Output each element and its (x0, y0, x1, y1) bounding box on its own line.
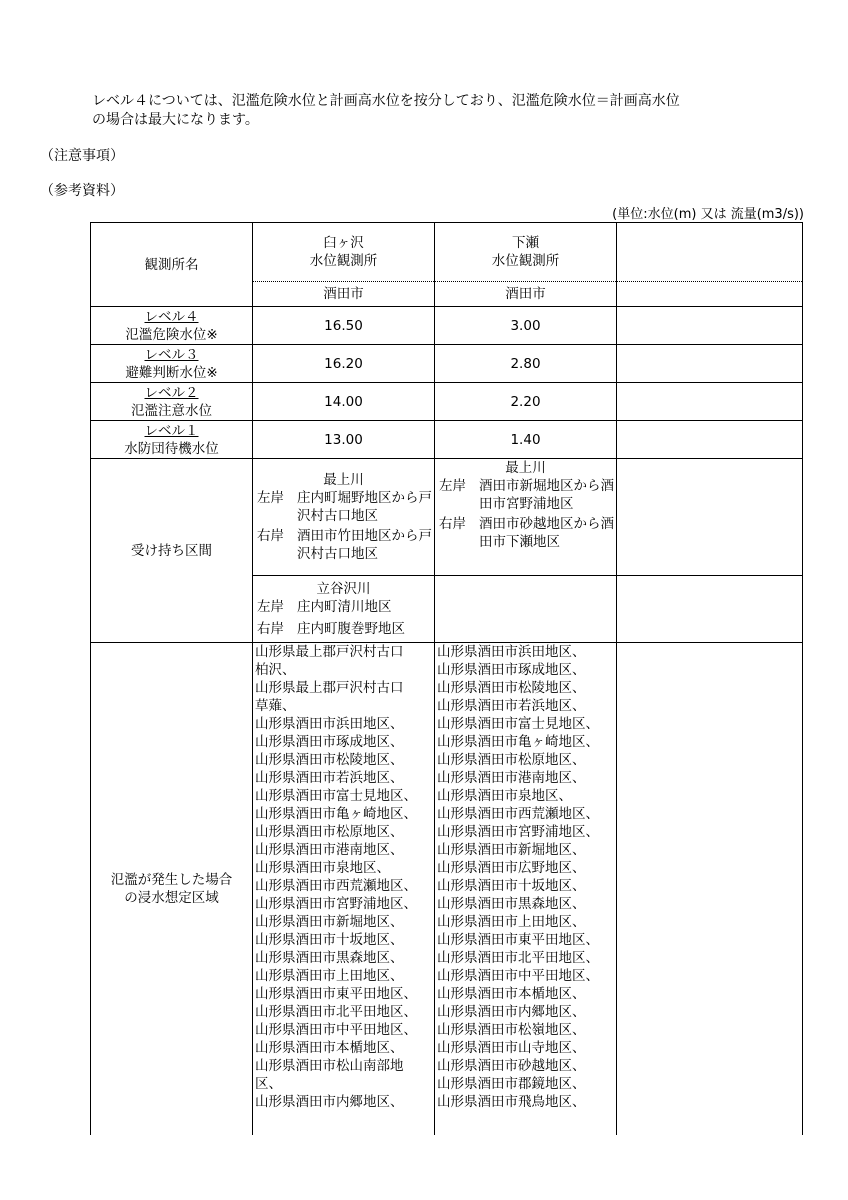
flood-area-item: 山形県最上郡戸沢村古口 (255, 644, 404, 660)
flood-area-item: 山形県最上郡戸沢村古口 (255, 680, 404, 696)
flood-area-item: 山形県酒田市砂越地区、 (437, 1058, 586, 1074)
flood-area-item: 山形県酒田市新堀地区、 (255, 914, 404, 930)
flood-area-item: 山形県酒田市松原地区、 (437, 752, 586, 768)
flood-area-item: 山形県酒田市松嶺地区、 (437, 1022, 586, 1038)
bank-side: 左岸 (439, 478, 466, 494)
level-value: 13.00 (253, 421, 435, 459)
flood-area-item: 山形県酒田市中平田地区、 (437, 968, 599, 984)
flood-area-item: 山形県酒田市若浜地区、 (255, 770, 404, 786)
flood-area-item: 山形県酒田市松原地区、 (255, 824, 404, 840)
flood-area-item: 山形県酒田市東平田地区、 (255, 986, 417, 1002)
level-row (91, 307, 803, 345)
level-title: レベル４ (144, 308, 199, 325)
bank-left (253, 598, 434, 616)
flood-area-item: 区、 (255, 1076, 282, 1092)
flood-area-item: 山形県酒田市上田地区、 (437, 914, 586, 930)
flood-area-item: 山形県酒田市本楯地区、 (437, 986, 586, 1002)
level-row (91, 383, 803, 421)
station-name: 下瀬 (512, 235, 539, 251)
flood-area-item: 山形県酒田市広野地区、 (437, 860, 586, 876)
flood-label-cell (91, 643, 253, 1136)
flood-area-list-1 (253, 643, 435, 1136)
station-type: 水位観測所 (491, 253, 560, 269)
flood-area-item: 山形県酒田市山寺地区、 (437, 1040, 586, 1056)
flood-area-item: 山形県酒田市北平田地区、 (437, 950, 599, 966)
flood-area-item: 山形県酒田市松陵地区、 (437, 680, 586, 696)
level-name: 氾濫危険水位※ (125, 326, 218, 343)
level-value: 16.20 (253, 345, 435, 383)
level-label-cell (91, 307, 253, 345)
flood-area-item: 山形県酒田市港南地区、 (437, 770, 586, 786)
flood-area-item: 山形県酒田市黒森地区、 (255, 950, 404, 966)
flood-area-item: 山形県酒田市十坂地区、 (255, 932, 404, 948)
station-city: 酒田市 (253, 281, 434, 306)
level-title: レベル１ (144, 422, 199, 439)
flood-area-item: 山形県酒田市新堀地区、 (437, 842, 586, 858)
river-name: 最上川 (505, 460, 546, 476)
bank-left (435, 477, 616, 513)
level-label-cell (91, 345, 253, 383)
section-row-1 (91, 459, 803, 576)
flood-area-item: 山形県酒田市松陵地区、 (255, 752, 404, 768)
empty-cell (617, 383, 803, 421)
flood-area-item: 山形県酒田市内郷地区、 (255, 1094, 404, 1110)
bank-desc: 酒田市砂越地区から酒田市下瀬地区 (479, 516, 614, 550)
flood-area-item: 山形県酒田市富士見地区、 (255, 788, 417, 804)
empty-cell (617, 307, 803, 345)
flood-area-item: 山形県酒田市上田地区、 (255, 968, 404, 984)
flood-area-item: 山形県酒田市宮野浦地区、 (255, 896, 417, 912)
station-city: 酒田市 (435, 281, 616, 306)
bank-desc: 酒田市竹田地区から戸沢村古口地区 (297, 528, 432, 562)
flood-area-item: 山形県酒田市亀ヶ崎地区、 (437, 734, 599, 750)
level-title: レベル３ (144, 346, 199, 363)
empty-cell (435, 576, 617, 643)
flood-area-item: 山形県酒田市琢成地区、 (255, 734, 404, 750)
level-row (91, 345, 803, 383)
station-name: 臼ヶ沢 (323, 235, 364, 251)
header-label: 観測所名 (144, 256, 199, 273)
flood-area-item: 山形県酒田市浜田地区、 (255, 716, 404, 732)
flood-area-item: 山形県酒田市北平田地区、 (255, 1004, 417, 1020)
flood-area-item: 山形県酒田市黒森地区、 (437, 896, 586, 912)
section-label: 受け持ち区間 (131, 542, 212, 559)
section-cell (253, 459, 435, 576)
unit-label: (単位:水位(m) 又は 流量(m3/s)) (612, 207, 804, 222)
bank-desc: 酒田市新堀地区から酒田市宮野浦地区 (479, 478, 614, 512)
flood-area-item: 山形県酒田市浜田地区、 (437, 644, 586, 660)
level-row (91, 421, 803, 459)
flood-area-item: 山形県酒田市港南地区、 (255, 842, 404, 858)
flood-label-line: 氾濫が発生した場合 (110, 872, 233, 888)
flood-area-item: 山形県酒田市富士見地区、 (437, 716, 599, 732)
bank-side: 右岸 (439, 516, 466, 532)
bank-left (253, 489, 434, 525)
level-value: 2.80 (435, 345, 617, 383)
river-name: 最上川 (323, 472, 364, 488)
level-value: 3.00 (435, 307, 617, 345)
header-label-cell (91, 223, 253, 307)
empty-cell (617, 459, 803, 576)
flood-area-item: 山形県酒田市飛鳥地区、 (437, 1094, 586, 1110)
bank-right (435, 515, 616, 551)
level-label-cell (91, 421, 253, 459)
intro-line-2: の場合は最大になります。 (92, 112, 259, 128)
level-value: 16.50 (253, 307, 435, 345)
level-value: 1.40 (435, 421, 617, 459)
bank-side: 右岸 (257, 621, 284, 637)
river-name: 立谷沢川 (316, 581, 371, 597)
level-value: 14.00 (253, 383, 435, 421)
reference-heading: （参考資料） (40, 183, 124, 199)
flood-area-item: 草薙、 (255, 698, 296, 714)
flood-area-item: 山形県酒田市泉地区、 (255, 860, 390, 876)
flood-area-item: 山形県酒田市亀ヶ崎地区、 (255, 806, 417, 822)
flood-area-item: 山形県酒田市若浜地区、 (437, 698, 586, 714)
bank-right (253, 620, 434, 638)
water-level-table (90, 222, 803, 1135)
station-type: 水位観測所 (309, 253, 378, 269)
section-label-cell (91, 459, 253, 643)
flood-area-item: 山形県酒田市東平田地区、 (437, 932, 599, 948)
flood-area-row (91, 643, 803, 1136)
bank-side: 左岸 (257, 599, 284, 615)
empty-cell (617, 421, 803, 459)
station-header-row (91, 223, 803, 307)
bank-desc: 庄内町腹巻野地区 (297, 621, 405, 637)
station-cell-2 (435, 223, 617, 307)
station-cell-3 (617, 223, 803, 307)
note-heading: （注意事項） (40, 148, 124, 164)
flood-label-line: の浸水想定区域 (124, 890, 219, 906)
level-label-cell (91, 383, 253, 421)
level-title: レベル２ (144, 384, 199, 401)
flood-area-item: 山形県酒田市宮野浦地区、 (437, 824, 599, 840)
flood-area-item: 山形県酒田市中平田地区、 (255, 1022, 417, 1038)
intro-line-1: レベル４については、氾濫危険水位と計画高水位を按分しており、氾濫危険水位＝計画高水位 (92, 93, 680, 109)
flood-area-item: 山形県酒田市泉地区、 (437, 788, 572, 804)
flood-area-item: 山形県酒田市十坂地区、 (437, 878, 586, 894)
level-value: 2.20 (435, 383, 617, 421)
section-cell (435, 459, 617, 576)
level-name: 避難判断水位※ (125, 364, 218, 381)
empty-cell (617, 345, 803, 383)
section-cell (253, 576, 435, 643)
bank-desc: 庄内町清川地区 (297, 599, 392, 615)
flood-area-item: 柏沢、 (255, 662, 296, 678)
flood-area-item: 山形県酒田市琢成地区、 (437, 662, 586, 678)
empty-cell (617, 576, 803, 643)
empty-cell (617, 643, 803, 1136)
flood-area-item: 山形県酒田市本楯地区、 (255, 1040, 404, 1056)
level-name: 水防団待機水位 (124, 440, 219, 457)
bank-right (253, 527, 434, 563)
bank-desc: 庄内町堀野地区から戸沢村古口地区 (297, 490, 432, 524)
bank-side: 右岸 (257, 528, 284, 544)
flood-area-item: 山形県酒田市郡鏡地区、 (437, 1076, 586, 1092)
level-name: 氾濫注意水位 (131, 402, 212, 419)
flood-area-item: 山形県酒田市西荒瀬地区、 (437, 806, 599, 822)
intro-paragraph (92, 92, 772, 130)
station-cell-1 (253, 223, 435, 307)
bank-side: 左岸 (257, 490, 284, 506)
flood-area-item: 山形県酒田市松山南部地 (255, 1058, 404, 1074)
flood-area-list-2 (435, 643, 617, 1136)
flood-area-item: 山形県酒田市内郷地区、 (437, 1004, 586, 1020)
flood-area-item: 山形県酒田市西荒瀬地区、 (255, 878, 417, 894)
